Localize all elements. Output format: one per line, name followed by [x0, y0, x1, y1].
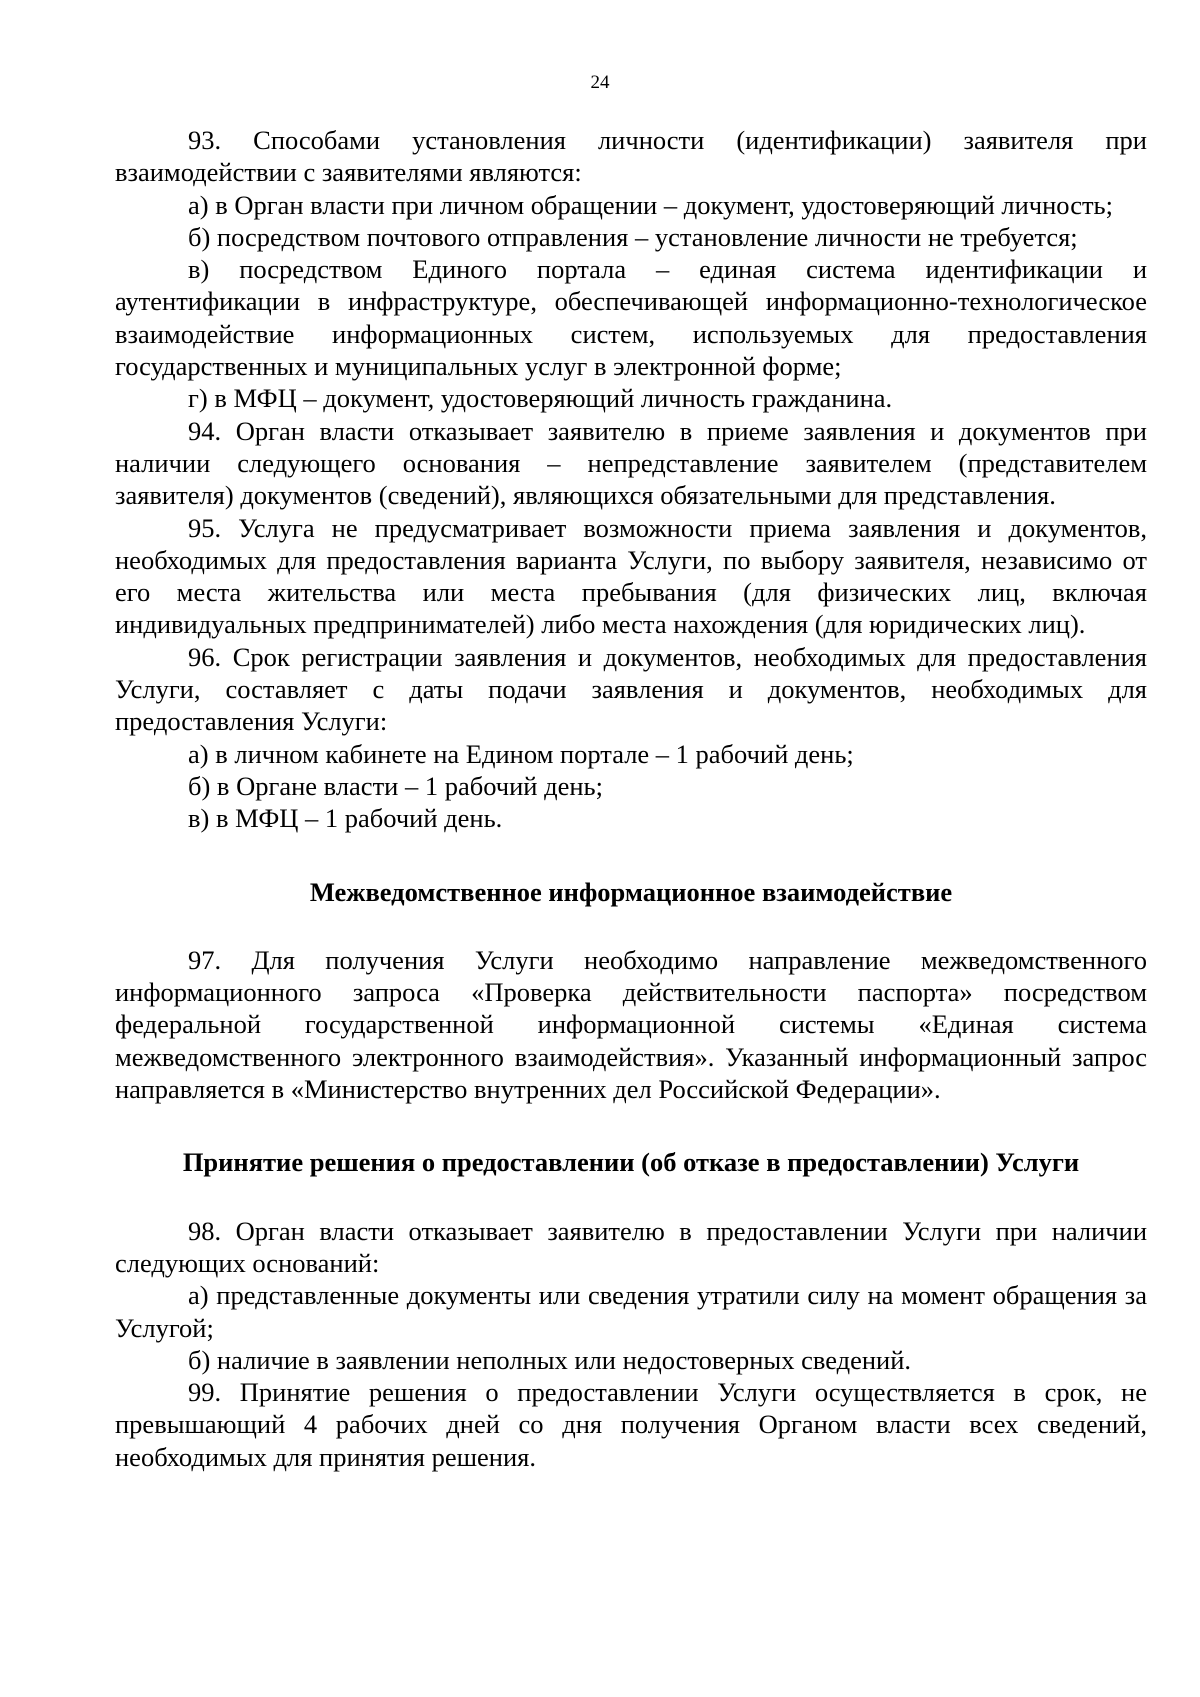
paragraph-94: 94. Орган власти отказывает заявителю в приеме заявления и документов при наличии следующего основания – непредставление заявителем (представителем заявителя) документов (сведений), являющихся обязательными для представления. — [115, 415, 1147, 511]
document-body — [115, 124, 1147, 1473]
paragraph-98-a: а) представленные документы или сведения утратили силу на момент обращения за Услугой; — [115, 1280, 1147, 1343]
page-number: 24 — [590, 72, 610, 93]
paragraph-93-a: а) в Орган власти при личном обращении – документ, удостоверяющий личность; — [188, 189, 1113, 220]
paragraph-97: 97. Для получения Услуги необходимо направление межведомственного информационного запроса «Проверка действительности паспорта» посредством федеральной государственной информационной системы «Единая система межведомственного электронного взаимодействия». Указанный информационный запрос направляется в «Министерство внутренних дел Российской Федерации». — [115, 944, 1147, 1105]
paragraph-96: 96. Срок регистрации заявления и документов, необходимых для предоставления Услуги, составляет с даты подачи заявления и документов, необходимых для предоставления Услуги: — [115, 641, 1147, 737]
paragraph-95: 95. Услуга не предусматривает возможности приема заявления и документов, необходимых для предоставления варианта Услуги, по выбору заявителя, независимо от его места жительства или места пребывания (для физических лиц, включая индивидуальных предпринимателей) либо места нахождения (для юридических лиц). — [115, 512, 1147, 640]
paragraph-98: 98. Орган власти отказывает заявителю в предоставлении Услуги при наличии следующих оснований: — [115, 1215, 1147, 1278]
paragraph-96-b: б) в Органе власти – 1 рабочий день; — [188, 770, 603, 801]
paragraph-96-a: а) в личном кабинете на Едином портале – 1 рабочий день; — [188, 738, 854, 769]
section-heading-decision: Принятие решения о предоставлении (об отказе в предоставлении) Услуги — [182, 1147, 1080, 1178]
paragraph-93-b: б) посредством почтового отправления – установление личности не требуется; — [188, 221, 1078, 252]
section-heading-interagency: Межведомственное информационное взаимодействие — [309, 876, 953, 907]
paragraph-96-v: в) в МФЦ – 1 рабочий день. — [188, 803, 503, 834]
paragraph-93-g: г) в МФЦ – документ, удостоверяющий личность гражданина. — [188, 383, 893, 414]
paragraph-93: 93. Способами установления личности (идентификации) заявителя при взаимодействии с заявителями являются: — [115, 125, 1147, 188]
paragraph-99: 99. Принятие решения о предоставлении Услуги осуществляется в срок, не превышающий 4 рабочих дней со дня получения Органом власти всех сведений, необходимых для принятия решения. — [115, 1377, 1147, 1472]
paragraph-93-v: в) посредством Единого портала – единая система идентификации и аутентификации в инфраструктуре, обеспечивающей информационно-технологическое взаимодействие информационных систем, используемых для предоставления государственных и муниципальных услуг в электронной форме; — [115, 254, 1147, 382]
paragraph-98-b: б) наличие в заявлении неполных или недостоверных сведений. — [188, 1344, 912, 1375]
